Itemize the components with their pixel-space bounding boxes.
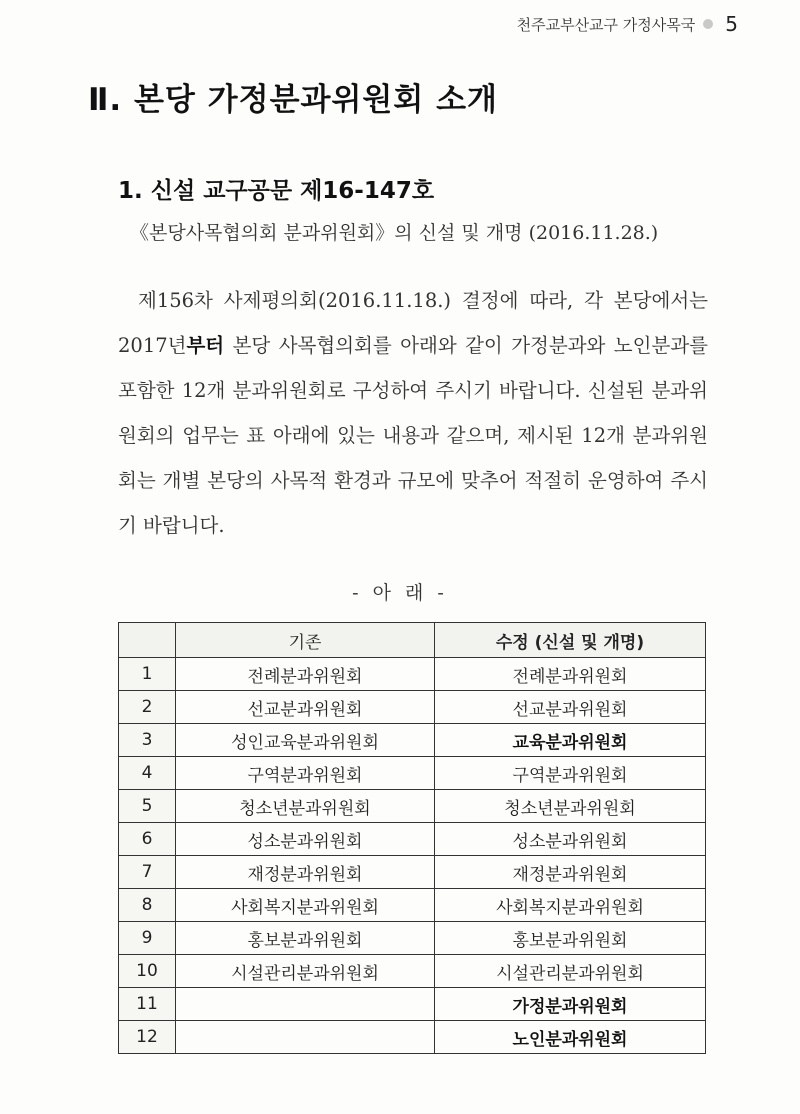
existing-committee-cell: [176, 1021, 435, 1054]
existing-committee-cell: 성인교육분과위원회: [176, 724, 435, 757]
row-number-cell: 1: [119, 658, 176, 691]
body-text-bold: 부터: [186, 334, 225, 357]
existing-committee-cell: 선교분과위원회: [176, 691, 435, 724]
table-row: [119, 757, 706, 790]
existing-committee-cell: 구역분과위원회: [176, 757, 435, 790]
revised-committee-cell: 시설관리분과위원회: [435, 955, 706, 988]
header-org: 천주교부산교구 가정사목국: [516, 15, 696, 34]
page-number: 5: [725, 12, 738, 36]
table-row: [119, 856, 706, 889]
revised-committee-cell: 사회복지분과위원회: [435, 889, 706, 922]
table-body: [119, 658, 706, 1054]
table-row: [119, 889, 706, 922]
table-row: [119, 724, 706, 757]
row-number-cell: 2: [119, 691, 176, 724]
row-number-cell: 5: [119, 790, 176, 823]
row-number-cell: 10: [119, 955, 176, 988]
body-text-part-2: 본당 사목협의회를 아래와 같이 가정분과와 노인분과를 포함한 12개 분과위원회로 구성하여 주시기 바랍니다. 신설된 분과위원회의 업무는 표 아래에 있는 내용과 같으며, 제시된 12개 분과위원회는 개별 본당의 사목적 환경과 규모에 맞추어 적절히 운영하여 주시기 바랍니다.: [118, 334, 708, 537]
revised-committee-cell: 전례분과위원회: [435, 658, 706, 691]
existing-committee-cell: [176, 988, 435, 1021]
row-number-cell: 8: [119, 889, 176, 922]
header-cell-existing: 기존: [176, 623, 435, 658]
document-title: 1. 신설 교구공문 제16-147호: [118, 178, 435, 204]
page-header: [517, 12, 738, 36]
row-number-cell: 4: [119, 757, 176, 790]
table-row: [119, 790, 706, 823]
header-cell-number: [119, 623, 176, 658]
row-number-cell: 9: [119, 922, 176, 955]
bullet-dot-icon: [703, 19, 713, 29]
existing-committee-cell: 청소년분과위원회: [176, 790, 435, 823]
table-row: [119, 955, 706, 988]
existing-committee-cell: 성소분과위원회: [176, 823, 435, 856]
existing-committee-cell: 시설관리분과위원회: [176, 955, 435, 988]
table-header-row: [119, 623, 706, 658]
table-row: [119, 823, 706, 856]
row-number-cell: 3: [119, 724, 176, 757]
notice-heading: - 아 래 -: [352, 582, 448, 604]
revised-committee-cell: 홍보분과위원회: [435, 922, 706, 955]
table-row: [119, 988, 706, 1021]
row-number-cell: 7: [119, 856, 176, 889]
existing-committee-cell: 사회복지분과위원회: [176, 889, 435, 922]
revised-committee-cell: 노인분과위원회: [435, 1021, 706, 1054]
revised-committee-cell: 성소분과위원회: [435, 823, 706, 856]
table-row: [119, 922, 706, 955]
header-cell-revised: 수정 (신설 및 개명): [435, 623, 706, 658]
section-title: Ⅱ. 본당 가정분과위원회 소개: [88, 82, 498, 118]
revised-committee-cell: 선교분과위원회: [435, 691, 706, 724]
revised-committee-cell: 교육분과위원회: [435, 724, 706, 757]
existing-committee-cell: 홍보분과위원회: [176, 922, 435, 955]
table-row: [119, 691, 706, 724]
body-text-part-1: 제156차 사제평의회(2016.11.18.) 결정에 따라, 각 본당에서는 2017년: [118, 289, 708, 357]
revised-committee-cell: 가정분과위원회: [435, 988, 706, 1021]
row-number-cell: 11: [119, 988, 176, 1021]
body-paragraph: [118, 278, 708, 548]
table-row: [119, 1021, 706, 1054]
document-subtitle: 《본당사목협의회 분과위원회》의 신설 및 개명 (2016.11.28.): [130, 222, 659, 244]
existing-committee-cell: 재정분과위원회: [176, 856, 435, 889]
row-number-cell: 12: [119, 1021, 176, 1054]
table-row: [119, 658, 706, 691]
row-number-cell: 6: [119, 823, 176, 856]
revised-committee-cell: 재정분과위원회: [435, 856, 706, 889]
revised-committee-cell: 청소년분과위원회: [435, 790, 706, 823]
revised-committee-cell: 구역분과위원회: [435, 757, 706, 790]
committee-table: [118, 622, 706, 1054]
existing-committee-cell: 전례분과위원회: [176, 658, 435, 691]
